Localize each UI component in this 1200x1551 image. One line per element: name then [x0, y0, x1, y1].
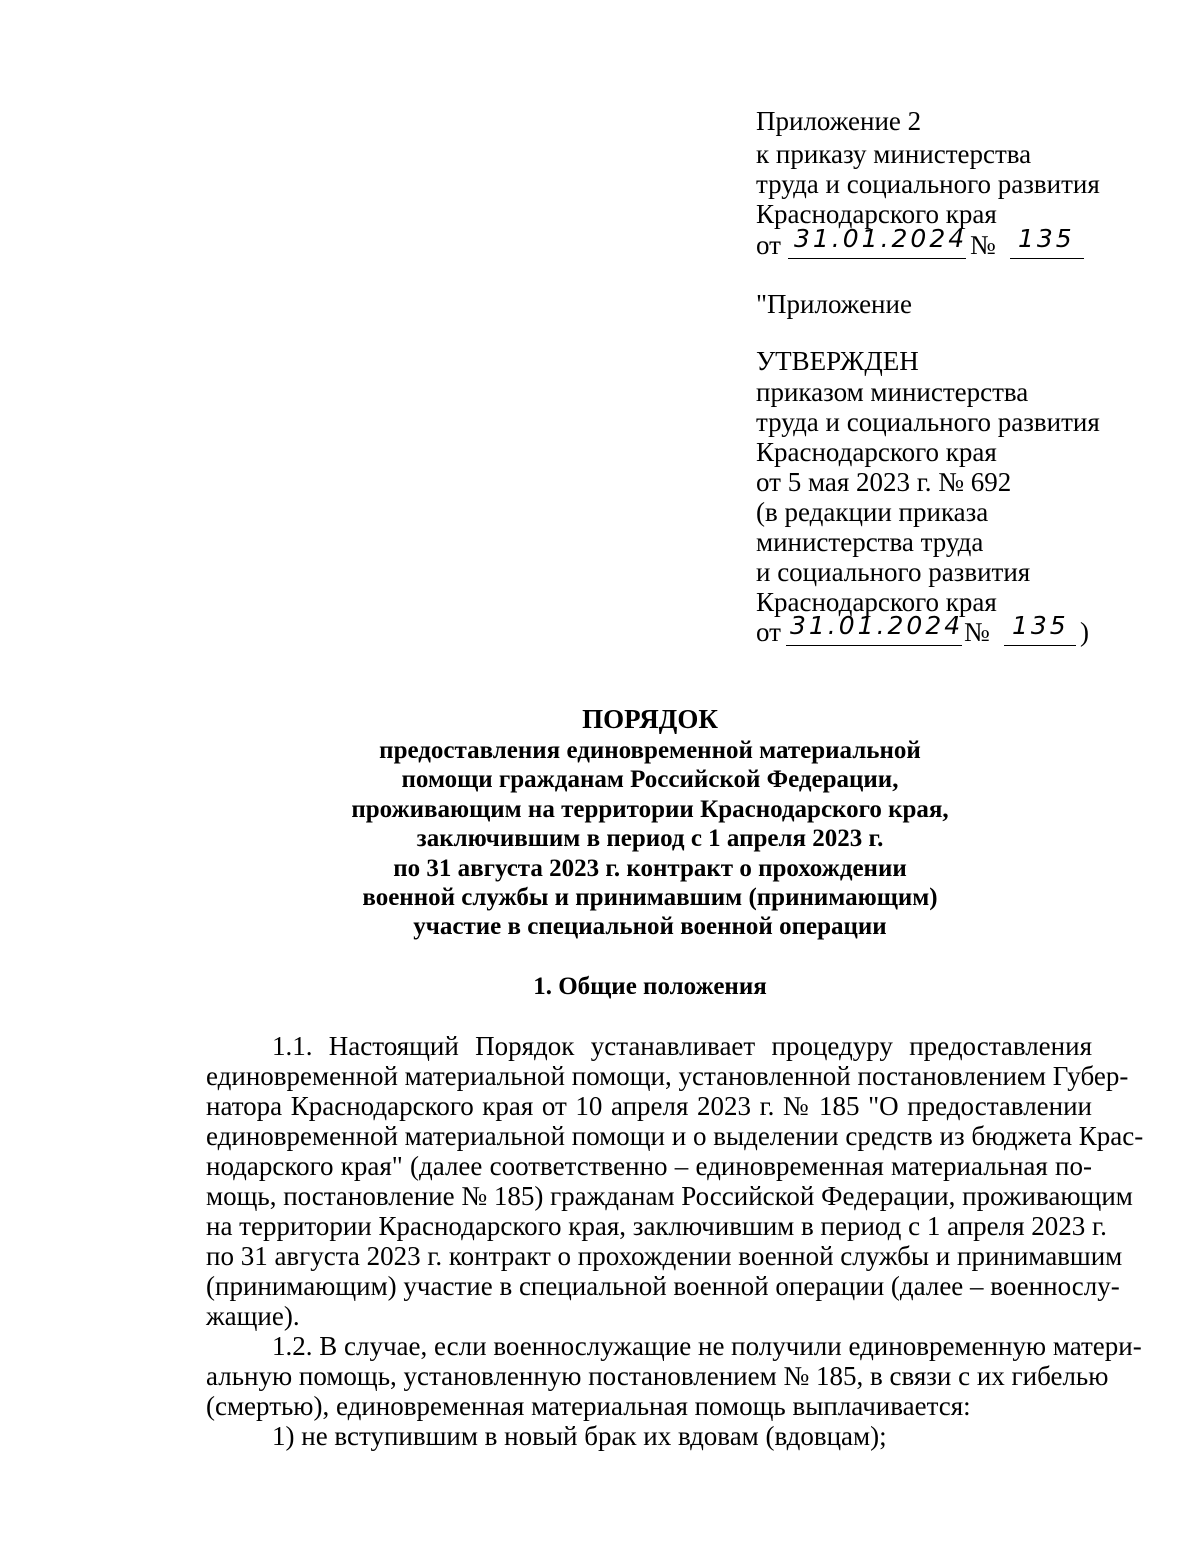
title-line: военной службы и принимавшим (принимающим) [362, 884, 938, 911]
date-underline [786, 645, 962, 646]
handwritten-date: 31.01.2024 [794, 224, 968, 253]
list-item: 1) не вступившим в новый брак их вдовам (вдовцам); [272, 1421, 887, 1451]
title-line: по 31 августа 2023 г. контракт о прохождении [393, 855, 907, 882]
section-heading: 1. Общие положения [533, 973, 767, 1000]
close-paren: ) [1080, 617, 1089, 647]
paragraph-line: нодарского края" (далее соответственно – единовременная материальная по- [206, 1151, 1092, 1181]
title-line: участие в специальной военной операции [413, 913, 887, 940]
approved-label: УТВЕРЖДЕН [756, 346, 919, 376]
handwritten-number: 135 [1012, 611, 1069, 640]
title-line: заключившим в период с 1 апреля 2023 г. [416, 825, 884, 852]
annex-title: Приложение 2 [756, 106, 922, 136]
approval-line-6: министерства труда [756, 527, 984, 557]
annex-date-line [756, 224, 1086, 264]
number-underline [1004, 645, 1076, 646]
approval-line-7: и социального развития [756, 557, 1031, 587]
title-line: предоставления единовременной материальной [379, 737, 921, 764]
paragraph-line: (смертью), единовременная материальная помощь выплачивается: [206, 1391, 971, 1421]
paragraph-line: натора Краснодарского края от 10 апреля 2023 г. № 185 "О предоставлении [206, 1091, 1092, 1121]
paragraph-line: единовременной материальной помощи и о выделении средств из бюджета Крас- [206, 1121, 1144, 1151]
paragraph-line: 1.1. Настоящий Порядок устанавливает процедуру предоставления [272, 1031, 1092, 1061]
approval-line-8: Краснодарского края [756, 587, 997, 617]
quote-annex-label: "Приложение [756, 289, 912, 319]
date-underline [788, 258, 966, 259]
approval-line-2: труда и социального развития [756, 407, 1100, 437]
annex-region-line: Краснодарского края [756, 199, 997, 229]
title-line: помощи гражданам Российской Федерации, [401, 766, 899, 793]
number-sign: № [964, 617, 990, 647]
approval-line-5: (в редакции приказа [756, 497, 989, 527]
date-prefix: от [756, 230, 781, 260]
date-prefix: от [756, 617, 781, 647]
paragraph-line: по 31 августа 2023 г. контракт о прохождении военной службы и принимавшим [206, 1241, 1123, 1271]
paragraph-line: 1.2. В случае, если военнослужащие не получили единовременную матери- [272, 1331, 1142, 1361]
handwritten-date: 31.01.2024 [790, 611, 964, 640]
paragraph-line: единовременной материальной помощи, установленной постановлением Губер- [206, 1061, 1129, 1091]
paragraph-line: на территории Краснодарского края, заключившим в период с 1 апреля 2023 г. [206, 1211, 1107, 1241]
document-title: ПОРЯДОК [582, 704, 718, 734]
approval-line-3: Краснодарского края [756, 437, 997, 467]
title-line: проживающим на территории Краснодарского края, [351, 796, 949, 823]
number-underline [1010, 258, 1084, 259]
number-sign: № [970, 230, 996, 260]
paragraph-line: мощь, постановление № 185) гражданам Российской Федерации, проживающим [206, 1181, 1133, 1211]
annex-order-line: к приказу министерства [756, 139, 1032, 169]
annex-ministry-line: труда и социального развития [756, 169, 1100, 199]
paragraph-line: (принимающим) участие в специальной военной операции (далее – военнослу- [206, 1271, 1120, 1301]
approval-date-line [756, 611, 1096, 651]
paragraph-line: альную помощь, установленную постановлением № 185, в связи с их гибелью [206, 1361, 1109, 1391]
handwritten-number: 135 [1018, 224, 1075, 253]
approval-line-1: приказом министерства [756, 377, 1029, 407]
paragraph-line: жащие). [206, 1301, 300, 1331]
approval-line-4: от 5 мая 2023 г. № 692 [756, 467, 1012, 497]
